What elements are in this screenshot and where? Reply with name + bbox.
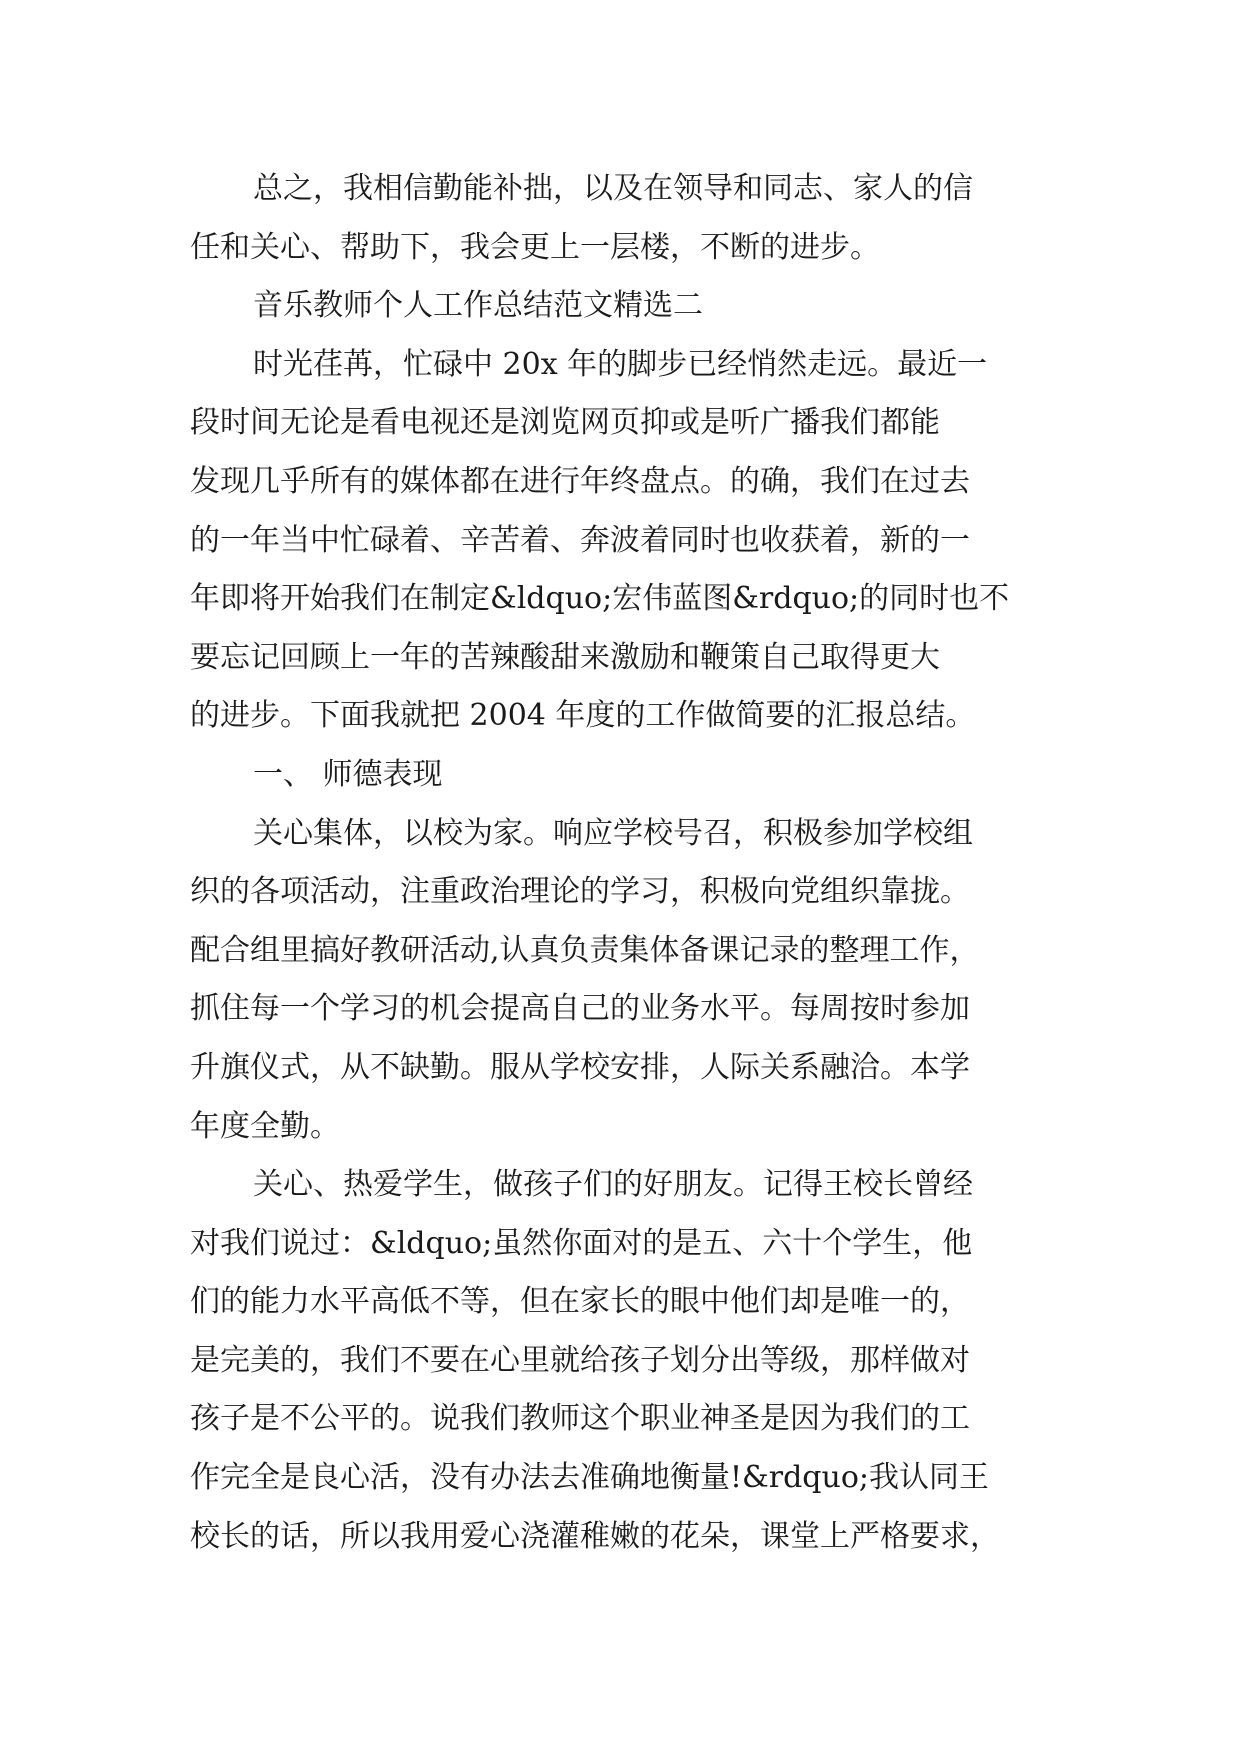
text-line: 织的各项活动，注重政治理论的学习，积极向党组织靠拢。 <box>190 874 970 910</box>
text-line: 作完全是良心活，没有办法去准确地衡量!&rdquo;我认同王 <box>190 1460 989 1496</box>
text-line: 抓住每一个学习的机会提高自己的业务水平。每周按时参加 <box>190 991 970 1027</box>
text-line: 关心集体，以校为家。响应学校号召，积极参加学校组 <box>253 815 973 851</box>
text-line: 年度全勤。 <box>190 1108 340 1144</box>
text-line: 年即将开始我们在制定&ldquo;宏伟蓝图&rdquo;的同时也不 <box>190 581 1010 617</box>
text-line: 要忘记回顾上一年的苦辣酸甜来激励和鞭策自己取得更大 <box>190 639 940 675</box>
text-line: 升旗仪式，从不缺勤。服从学校安排，人际关系融洽。本学 <box>190 1049 970 1085</box>
text-line: 配合组里搞好教研活动,认真负责集体备课记录的整理工作， <box>190 932 980 968</box>
text-line: 发现几乎所有的媒体都在进行年终盘点。的确，我们在过去 <box>190 463 970 499</box>
text-line: 孩子是不公平的。说我们教师这个职业神圣是因为我们的工 <box>190 1401 970 1437</box>
document-body <box>190 160 1060 1566</box>
text-line: 段时间无论是看电视还是浏览网页抑或是听广播我们都能 <box>190 405 940 441</box>
section-heading: 音乐教师个人工作总结范文精选二 <box>253 288 703 324</box>
text-line: 的一年当中忙碌着、辛苦着、奔波着同时也收获着，新的一 <box>190 522 970 558</box>
text-line: 对我们说过：&ldquo;虽然你面对的是五、六十个学生，他 <box>190 1225 973 1261</box>
text-line: 关心、热爱学生，做孩子们的好朋友。记得王校长曾经 <box>253 1167 973 1203</box>
text-line: 的进步。下面我就把 2004 年度的工作做简要的汇报总结。 <box>190 698 976 734</box>
subsection-heading: 一、 师德表现 <box>253 756 443 792</box>
text-line: 任和关心、帮助下，我会更上一层楼，不断的进步。 <box>190 229 880 265</box>
text-line: 总之，我相信勤能补拙，以及在领导和同志、家人的信 <box>253 171 973 206</box>
text-line: 是完美的，我们不要在心里就给孩子划分出等级，那样做对 <box>190 1342 970 1378</box>
text-line: 校长的话，所以我用爱心浇灌稚嫩的花朵，课堂上严格要求， <box>190 1518 1000 1554</box>
text-line: 时光荏苒，忙碌中 20x 年的脚步已经悄然走远。最近一 <box>253 346 988 382</box>
text-line: 们的能力水平高低不等，但在家长的眼中他们却是唯一的， <box>190 1284 970 1320</box>
